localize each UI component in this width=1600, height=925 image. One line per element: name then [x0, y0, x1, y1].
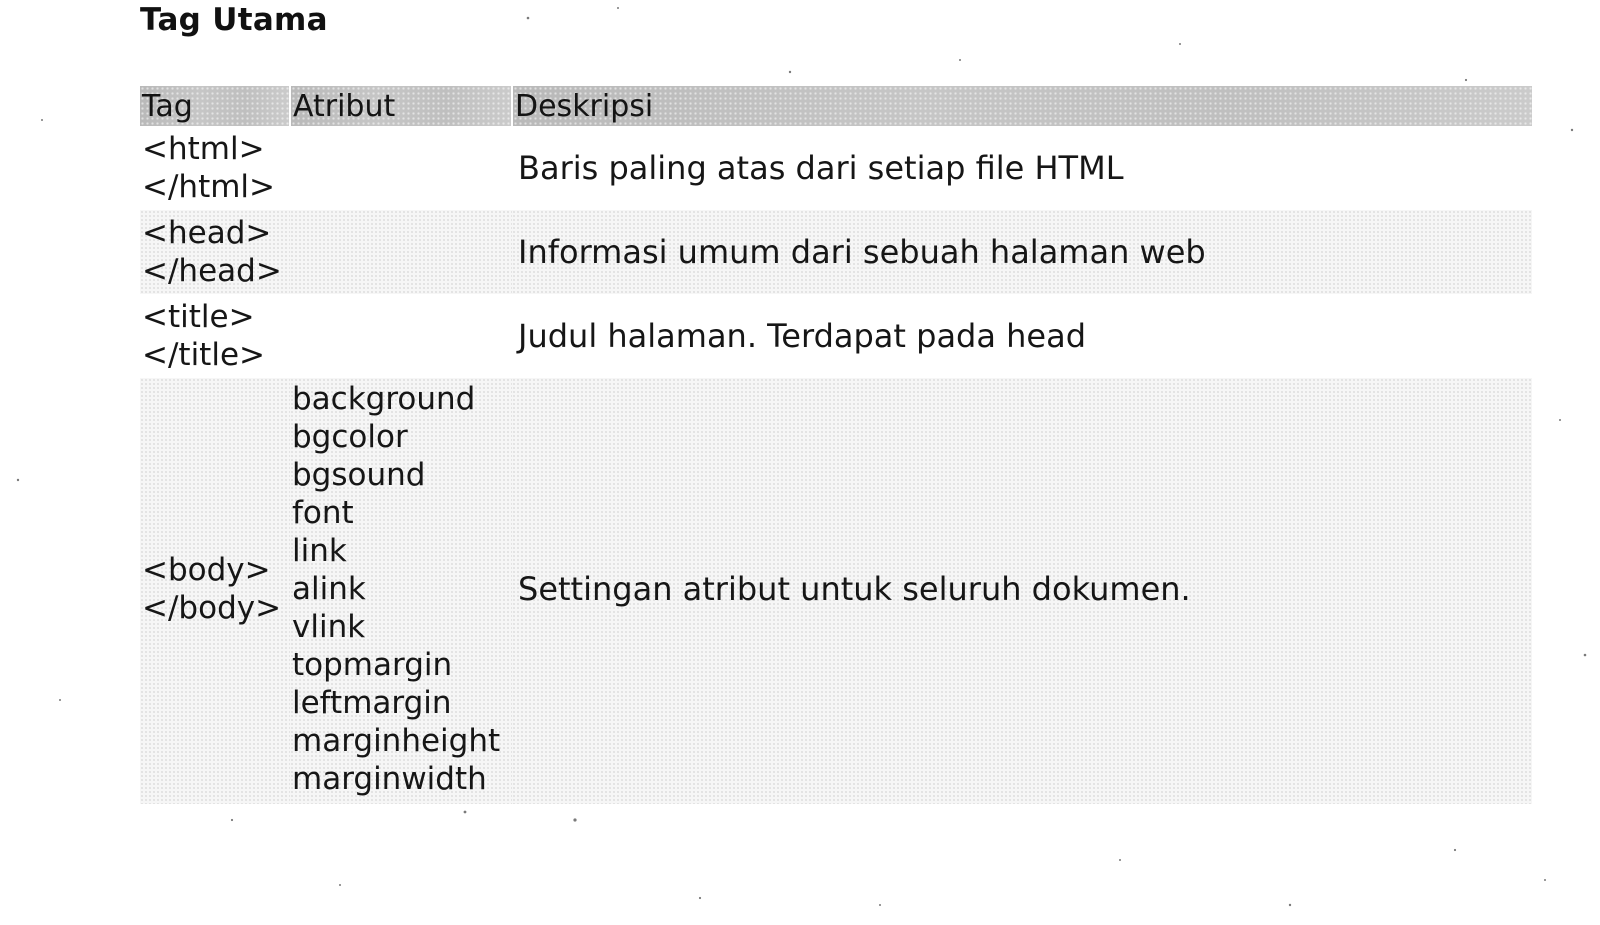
tag-close: </head> [142, 253, 282, 289]
tag-open: <head> [142, 215, 272, 251]
attribute-item: marginheight [292, 723, 501, 759]
tag-open: <html> [142, 131, 265, 167]
header-description: Deskripsi [512, 86, 1532, 126]
header-tag: Tag [140, 86, 290, 126]
table-row [140, 378, 1532, 804]
attribute-cell [290, 126, 512, 210]
attribute-item: topmargin [292, 647, 453, 683]
attribute-item: link [292, 533, 347, 569]
table-row [140, 294, 1532, 378]
attribute-item: marginwidth [292, 761, 487, 797]
tag-open: <title> [142, 299, 255, 335]
attribute-list [290, 378, 512, 804]
tag-cell [140, 378, 290, 804]
attribute-item: leftmargin [292, 685, 452, 721]
table-row [140, 126, 1532, 210]
description-cell: Baris paling atas dari setiap file HTML [518, 149, 1124, 187]
description-cell: Settingan atribut untuk seluruh dokumen. [512, 378, 1532, 804]
attribute-item: vlink [292, 609, 366, 645]
header-attribute: Atribut [290, 86, 512, 126]
tag-open: <body> [142, 552, 271, 588]
tag-table [140, 86, 1532, 804]
tag-cell [140, 126, 290, 210]
attribute-cell [290, 294, 512, 378]
attribute-item: alink [292, 571, 366, 607]
table-row [140, 210, 1532, 294]
tag-close: </html> [142, 169, 276, 205]
attribute-item: bgsound [292, 457, 426, 493]
attribute-item: font [292, 495, 354, 531]
tag-cell [140, 294, 290, 378]
description-cell: Informasi umum dari sebuah halaman web [512, 210, 1532, 294]
table-header-row [140, 86, 1532, 126]
tag-cell [140, 210, 290, 294]
attribute-item: background [292, 381, 476, 417]
tag-close: </title> [142, 337, 266, 373]
description-cell: Judul halaman. Terdapat pada head [518, 317, 1087, 355]
section-title: Tag Utama [140, 2, 328, 38]
attribute-item: bgcolor [292, 419, 408, 455]
attribute-cell [290, 210, 512, 294]
tag-close: </body> [142, 590, 282, 626]
